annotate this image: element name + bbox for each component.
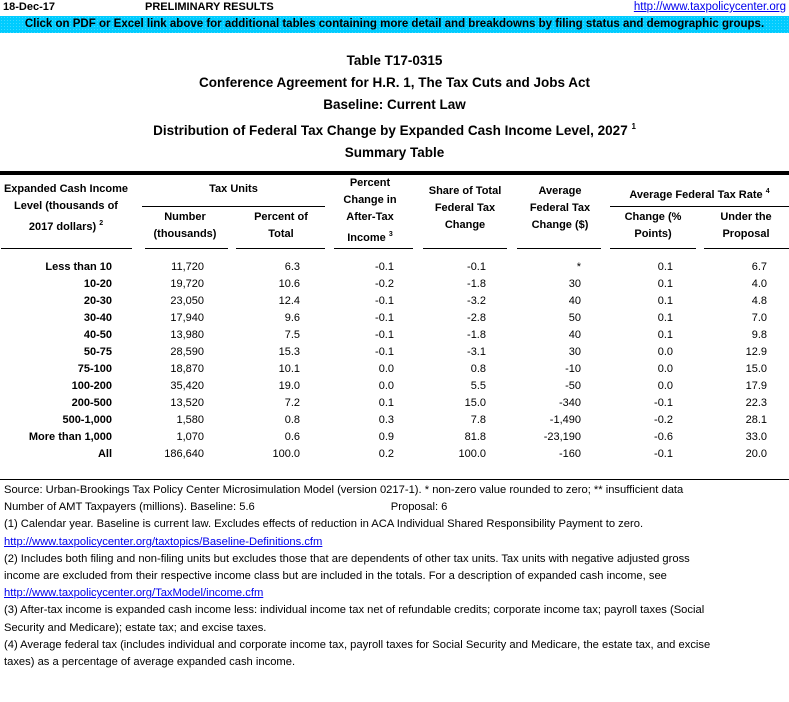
cell-avg-change: 40 (568, 295, 581, 307)
amt-proposal: Proposal: 6 (390, 501, 448, 514)
cell-under-proposal: 20.0 (745, 448, 767, 460)
col-underline (610, 248, 696, 249)
cell-avg-change: 30 (568, 346, 581, 358)
col-underline (236, 248, 325, 249)
table-row (0, 378, 767, 395)
cell-under-proposal: 22.3 (745, 397, 767, 409)
footnote-ref: 1 (631, 122, 636, 131)
col-group-tax-units: Tax Units (209, 183, 258, 195)
col-underline (517, 248, 601, 249)
source-note: Source: Urban-Brookings Tax Policy Center Microsimulation Model (version 0217-1). * non-zero value rounded to zero; ** insufficient data (4, 484, 684, 496)
cell-percent-total: 10.6 (278, 278, 300, 290)
cell-income-level: 20-30 (83, 295, 112, 307)
cell-income-level: 40-50 (83, 329, 112, 341)
cell-share: 0.8 (470, 363, 486, 375)
cell-share: -1.8 (467, 278, 486, 290)
info-banner: Click on PDF or Excel link above for additional tables containing more detail and breakdowns by filing status and demographic groups. (0, 16, 789, 33)
cell-rate-change: 0.0 (657, 380, 673, 392)
table-title-baseline: Baseline: Current Law (323, 97, 466, 112)
cell-share: -0.1 (467, 261, 486, 273)
baseline-definitions-link[interactable]: http://www.taxpolicycenter.org/taxtopics/Baseline-Definitions.cfm (4, 535, 323, 548)
cell-number: 11,720 (171, 261, 204, 273)
cell-share: -3.2 (467, 295, 486, 307)
cell-share: 15.0 (464, 397, 486, 409)
cell-rate-change: -0.2 (654, 414, 673, 426)
footnote-4-line2: taxes) as a percentage of average expanded cash income. (4, 656, 296, 669)
group-underline (610, 206, 789, 207)
cell-number: 35,420 (170, 380, 204, 392)
cell-share: -2.8 (467, 312, 486, 324)
col-underline (704, 248, 789, 249)
cell-avg-change: 40 (568, 329, 581, 341)
cell-percent-total: 12.4 (278, 295, 300, 307)
cell-under-proposal: 12.9 (745, 346, 767, 358)
table-title-bill: Conference Agreement for H.R. 1, The Tax Cuts and Jobs Act (198, 75, 591, 90)
table-row (0, 327, 767, 344)
cell-pct-change: 0.9 (378, 431, 394, 443)
cell-avg-change: -10 (565, 363, 581, 375)
col-header-number: Number (thousands) (153, 211, 217, 240)
group-underline (142, 206, 325, 207)
footnotes (4, 482, 789, 671)
cell-number: 1,070 (176, 431, 204, 443)
cell-pct-change: 0.2 (378, 448, 394, 460)
cell-rate-change: -0.6 (654, 431, 673, 443)
table-row (0, 429, 767, 446)
cell-number: 13,980 (170, 329, 204, 341)
table-row (0, 412, 767, 429)
col-group-avg-rate: Average Federal Tax Rate $^4$ (629, 188, 770, 201)
cell-income-level: 75-100 (77, 363, 112, 375)
cell-pct-change: 0.3 (378, 414, 394, 426)
col-header-under-proposal: Under the Proposal (720, 211, 772, 240)
cell-pct-change: 0.0 (378, 380, 394, 392)
cell-avg-change: -50 (565, 380, 581, 392)
cell-avg-change: -23,190 (543, 431, 581, 443)
col-underline (1, 248, 132, 249)
cell-under-proposal: 15.0 (745, 363, 767, 375)
cell-rate-change: -0.1 (654, 397, 673, 409)
cell-income-level: 200-500 (71, 397, 112, 409)
cell-number: 17,940 (170, 312, 204, 324)
cell-percent-total: 9.6 (284, 312, 300, 324)
cell-share: -1.8 (467, 329, 486, 341)
cell-under-proposal: 4.8 (751, 295, 767, 307)
cell-percent-total: 10.1 (278, 363, 300, 375)
preliminary-label: PRELIMINARY RESULTS (145, 1, 274, 13)
cell-pct-change: -0.1 (375, 295, 394, 307)
cell-rate-change: 0.1 (657, 329, 673, 341)
col-underline (145, 248, 228, 249)
cell-income-level: 10-20 (83, 278, 112, 290)
col-header-avg-change: Average Federal Tax Change ($) (529, 185, 591, 231)
table-row (0, 259, 767, 276)
cell-rate-change: 0.0 (657, 363, 673, 375)
table-row (0, 293, 767, 310)
cell-under-proposal: 9.8 (751, 329, 767, 341)
cell-avg-change: 50 (568, 312, 581, 324)
table-row (0, 395, 767, 412)
cell-under-proposal: 17.9 (745, 380, 767, 392)
cell-under-proposal: 4.0 (751, 278, 767, 290)
footnote-1: (1) Calendar year. Baseline is current law. Excludes effects of reduction in ACA Individual Shared Responsibility Payment to zero. (4, 518, 644, 531)
cell-rate-change: 0.1 (657, 295, 673, 307)
cell-percent-total: 15.3 (278, 346, 300, 358)
table-title-distribution: Distribution of Federal Tax Change by Expanded Cash Income Level, 2027 $^1$ (153, 122, 636, 138)
cell-share: 100.0 (458, 448, 486, 460)
cell-percent-total: 7.2 (284, 397, 300, 409)
cell-pct-change: -0.1 (375, 261, 394, 273)
cell-share: 7.8 (470, 414, 486, 426)
cell-under-proposal: 6.7 (751, 261, 767, 273)
cell-pct-change: -0.1 (375, 312, 394, 324)
cell-pct-change: -0.2 (375, 278, 394, 290)
col-underline (334, 248, 413, 249)
footnote-4-line1: (4) Average federal tax (includes individual and corporate income tax, payroll taxes for Social Security and Medicare, the estate tax, and excise (4, 638, 711, 651)
footnote-3-line1: (3) After-tax income is expanded cash income less: individual income tax net of refundable credits; corporate income tax; payroll taxes (Social (4, 604, 705, 617)
col-header-share-total: Share of Total Federal Tax Change (428, 185, 502, 231)
cell-share: 5.5 (470, 380, 486, 392)
cell-rate-change: -0.1 (654, 448, 673, 460)
cell-rate-change: 0.0 (657, 346, 673, 358)
income-definition-link[interactable]: http://www.taxpolicycenter.org/TaxModel/income.cfm (4, 587, 264, 600)
table-row (0, 276, 767, 293)
cell-rate-change: 0.1 (657, 261, 673, 273)
col-header-rate-change: Change (% Points) (624, 211, 682, 240)
footnote-2-line1: (2) Includes both filing and non-filing units but excludes those that are dependents of other tax units. Tax units with negative adjusted gross (4, 552, 690, 565)
footnote-2-line2: income are excluded from their respective income class but are included in the totals. For a description of expanded cash income, see (4, 570, 667, 583)
table-row-total (0, 446, 767, 463)
cell-income-level: 500-1,000 (62, 414, 112, 426)
table-subtitle: Summary Table (344, 145, 445, 160)
table-row (0, 310, 767, 327)
cell-rate-change: 0.1 (657, 278, 673, 290)
cell-avg-change: -1,490 (549, 414, 581, 426)
col-header-pct-change-after-tax: Percent Change in After-Tax Income $^3$ (343, 177, 397, 244)
cell-percent-total: 6.3 (284, 261, 300, 273)
taxpolicycenter-link[interactable]: http://www.taxpolicycenter.org (633, 1, 786, 13)
cell-avg-change: -340 (558, 397, 581, 409)
cell-pct-change: -0.1 (375, 346, 394, 358)
cell-pct-change: 0.0 (378, 363, 394, 375)
table-bottom-rule (0, 479, 789, 480)
table-row (0, 344, 767, 361)
cell-number: 13,520 (170, 397, 204, 409)
cell-income-level: 50-75 (83, 346, 112, 358)
col-header-percent-total: Percent of Total (254, 211, 308, 240)
report-date: 18-Dec-17 (3, 1, 55, 13)
table-titles (0, 50, 789, 164)
cell-percent-total: 7.5 (284, 329, 300, 341)
cell-avg-change: 30 (568, 278, 581, 290)
col-underline (423, 248, 507, 249)
cell-share: -3.1 (467, 346, 486, 358)
col-header-income-level: Expanded Cash Income Level (thousands of 2017 dollars) $^2$ (3, 183, 129, 233)
distribution-table (0, 259, 767, 463)
cell-number: 19,720 (170, 278, 204, 290)
cell-income-level: Less than 10 (45, 261, 112, 273)
cell-number: 186,640 (164, 448, 204, 460)
cell-income-level: 100-200 (71, 380, 112, 392)
cell-number: 28,590 (170, 346, 204, 358)
cell-percent-total: 0.8 (284, 414, 300, 426)
cell-under-proposal: 7.0 (751, 312, 767, 324)
cell-avg-change: * (576, 261, 581, 273)
cell-pct-change: 0.1 (378, 397, 394, 409)
cell-income-level: More than 1,000 (28, 431, 112, 443)
cell-income-level: All (97, 448, 112, 460)
cell-percent-total: 0.6 (284, 431, 300, 443)
cell-number: 23,050 (170, 295, 204, 307)
cell-rate-change: 0.1 (657, 312, 673, 324)
cell-percent-total: 100.0 (272, 448, 300, 460)
cell-under-proposal: 28.1 (745, 414, 767, 426)
cell-pct-change: -0.1 (375, 329, 394, 341)
cell-under-proposal: 33.0 (745, 431, 767, 443)
table-row (0, 361, 767, 378)
cell-income-level: 30-40 (83, 312, 112, 324)
cell-percent-total: 19.0 (278, 380, 300, 392)
cell-share: 81.8 (464, 431, 486, 443)
cell-avg-change: -160 (558, 448, 581, 460)
table-id: Table T17-0315 (346, 53, 443, 68)
amt-note: Number of AMT Taxpayers (millions). Baseline: 5.6 Proposal: 6 (4, 501, 448, 514)
footnote-3-line2: Security and Medicare); estate tax; and excise taxes. (4, 621, 267, 634)
cell-number: 1,580 (176, 414, 204, 426)
cell-number: 18,870 (170, 363, 204, 375)
